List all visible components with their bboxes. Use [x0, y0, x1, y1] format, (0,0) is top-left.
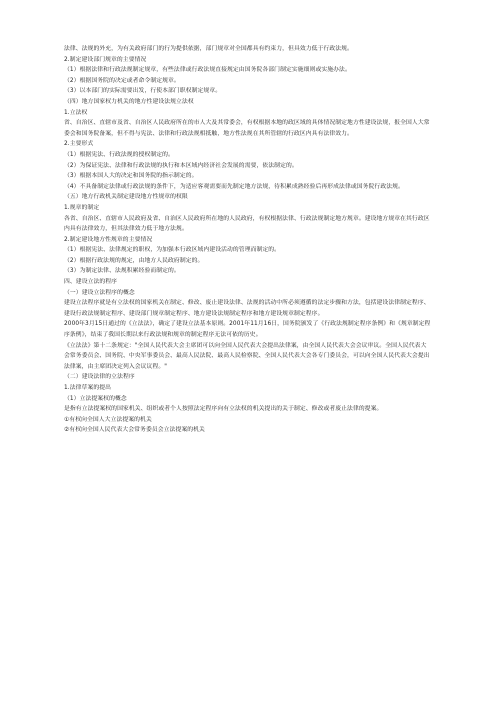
- paragraph: （3）以本部门的实际需要出发，行使本部门职权制定规章。: [64, 88, 222, 95]
- subheading: 1.法律草案的提出: [64, 385, 112, 391]
- paragraph: （2）根据国务院的决定或者命令制定规章。: [64, 77, 180, 84]
- section-heading: （二）建设法律的立法程序: [64, 374, 135, 381]
- section-heading: （五）地方行政机关制定建设地方性规章的权限: [64, 194, 188, 201]
- subheading: 1.立法权: [64, 109, 88, 116]
- paragraph: （1）根据法律和行政法规制定规章，有些法律或行政法规直接规定由国务院各部门制定实施细则或实施办法。: [64, 67, 351, 74]
- section-heading: 四、建设立法的程序: [64, 279, 118, 286]
- list-item: ②有权向全国人民代表大会常务委员会立法提案的机关: [64, 427, 205, 434]
- paragraph: 法律、法规的外充，为有关政府部门的行为提供依据，部门规章对全国都具有约束力，但具效力低于行政法规。: [64, 46, 353, 52]
- paragraph: （2）根据行政法规的规定，由地方人民政府制定的。: [64, 257, 204, 264]
- paragraph: （4）不具备制定法律或行政法规的条件下，为适应客观需要而先制定地方法规，待积累成熟经验后再形成法律或国务院行政法规。: [64, 183, 404, 190]
- subheading: （1）立法提案权的概念: [64, 395, 127, 402]
- paragraph: 2000年3月15日通过的《立法法》，确定了建设立法基本原则。2001年11月16日，国务院颁发了《行政法规制定程序条例》和《规章制定程序条例》，结束了我国长期以来行政法规和规章的制定程序无法可依的历史。: [64, 321, 431, 339]
- paragraph: 《立法法》第十二条规定："全国人民代表大会主席团可以向全国人民代表大会提出法律案，由全国人民代表大会会议审议。全国人民代表大会常务委员会、国务院、中央军事委员会、最高人民法院、最高人民检察院、全国人民代表大会各专门委员会，可以向全国人民代表大会提出法律案，由主席团决定列入会议议程。": [64, 342, 430, 370]
- paragraph: （1）根据宪法、法律规定的职权，为加强本行政区域内建设活动的管理而制定的。: [64, 247, 281, 254]
- paragraph: 建设立法程序就是有立法权的国家机关在制定、修改、废止建设法律、法规的活动中所必须遵循的法定步骤和方法，包括建设法律制定程序、建设行政法规制定程序、建设部门规章制定程序、地方建设法规制定程序和地方建设规章制定程序。: [64, 300, 430, 317]
- paragraph: 2.制定建设部门规章的主要情况: [64, 56, 147, 63]
- paragraph: 省、自治区、直辖市及省、自治区人民政府所在的市人大及其常委会，有权根据本地的政区域的具体情况制定地方性建设法规，报全国人大常委会和国务院备案，但不得与宪法、法律和行政法规相抵触，地方性法规在其所管辖的行政区内具有法律效力。: [64, 120, 430, 137]
- subheading: 1.规章的制定: [64, 204, 100, 211]
- paragraph: （3）为制定法律、法规积累经验而制定的。: [64, 268, 180, 275]
- list-item: ①有权向全国人大立法提案的机关: [64, 416, 152, 423]
- section-heading: （四）地方国家权力机关的地方性建设法规立法权: [64, 98, 194, 105]
- section-heading: （一）建设立法程序的概念: [64, 289, 135, 296]
- subheading: 2.主要形式: [64, 141, 94, 148]
- paragraph: （1）根据宪法、行政法规的授权制定的。: [64, 151, 174, 158]
- paragraph: （2）为保证宪法、法律和行政法规的执行和本区域内经济社会发展的需要，依法制定的。: [64, 162, 298, 169]
- paragraph: 各省、自治区、直辖市人民政府及省、自治区人民政府所在地的人民政府，有权根据法律、行政法规制定地方规章。建设地方规章在其行政区内具有法律效力，但其法律效力低于地方法规。: [64, 215, 430, 233]
- paragraph: （3）根据本国人大的决定和国务院的指示制定的。: [64, 173, 198, 180]
- paragraph: 是指有立法提案权的国家机关、组织或者个人按照法定程序向有立法权的机关提出的关于制定、修改或者废止法律的提案。: [64, 406, 383, 413]
- subheading: 2.制定建设地方性规章的主要情况: [64, 236, 153, 243]
